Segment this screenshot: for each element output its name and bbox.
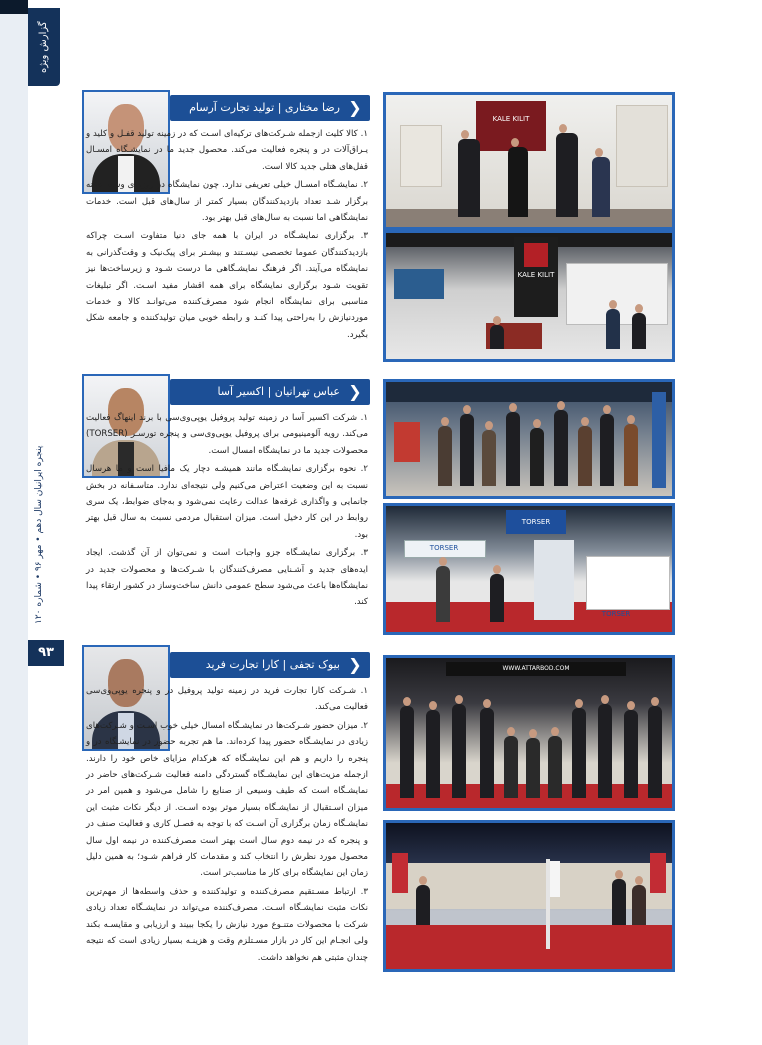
paragraph: ۲. نحوه برگزاری نمایشـگاه مانند همیشـه دچار یک مافیا است و ما هرسال نسبت به این وضعیت اعتراض می‌کنیم ولی نتیجه‌ای ندارد. متاسـفانه در بخش جانمایی و واگذاری غرفه‌ها عدالت رعایت نمی‌شود و به‌جای ضوابط، یک سری روابط در این کار دخیل است. میزان استقبال مردمی نسبت به سال قبل بهتر بود.	[86, 464, 368, 540]
brand-sign: TORSER	[601, 610, 631, 618]
paragraph: ۱. کالا کلیت ازجمله شـرکت‌های ترکیه‌ای اسـت که در زمینه تولید قفـل و کلید و یـراق‌آلات در و پنجره فعالیت می‌کند. محصول جدید ما در نمایشـگاه امسـال قفل‌های هتلی جدید کالا است.	[86, 129, 368, 172]
brand-sign: TORSER	[521, 518, 551, 526]
chevron-icon: ❯	[348, 382, 362, 401]
booth-photo-3b	[383, 820, 675, 972]
brand-sign: TORSER	[429, 544, 459, 552]
brand-sign: KALE KILIT	[492, 115, 530, 123]
magazine-issue-line: پنجره ایرانیان سال دهم • مهر ۹۶ • شماره ۱۲۰	[34, 445, 44, 625]
paragraph: ۳. برگزاری نمایشـگاه جزو واجبات است و نمی‌توان از آن گذشت. ایجاد ایده‌های جدید و آشـنایی مصرف‌کنندگان با شـرکت‌ها و محصولات جدید در نمایشگاه‌ها باعث می‌شود سطح عمومی دانش ساخت‌وساز در کشور ارتقاء پیدا کند.	[86, 548, 368, 608]
paragraph: ۲. نمایشـگاه امسـال خیلی تعریفی ندارد. چون نمایشگاه در روزهای وسط هفته برگزار شـد تعداد بازدیدکنندگان بسیار کمتر از سال‌های قبل است. خدمات نمایشگاهی اما نسبت به سال‌های قبل بهتر بود.	[86, 180, 368, 224]
booth-photo-3a	[383, 655, 675, 811]
profile-text-3	[86, 683, 368, 973]
booth-photo-1b	[383, 230, 675, 362]
name-bar-3	[170, 652, 370, 678]
paragraph: ۳. ارتباط مسـتقیم مصرف‌کننده و تولیدکننده و حذف واسطه‌ها از مهم‌ترین نکات مثبت نمایشـگاه اسـت. مصرف‌کننده می‌تواند در نمایشـگاه تعداد زیادی شرکت با محصولات متنـوع مورد نیازش را یکجا ببیند و ارزیابی و مقایسـه بکند ولی انجـام این کار در بازار مسـتلزم وقت و هزینـه بسیار زیادی است که نتیجه چندان مثبتی هم نخواهد داشت.	[86, 886, 368, 963]
chevron-icon: ❯	[348, 98, 362, 117]
page-number: ۹۳	[28, 640, 64, 666]
profile-text-1	[86, 126, 368, 354]
booth-photo-1a	[383, 92, 675, 230]
booth-photo-2b	[383, 503, 675, 635]
name-line-3: بیوک تجفی | کارا تجارت فرید	[205, 658, 340, 671]
brand-sign: KALE KILIT	[517, 271, 555, 279]
website-sign: WWW.ATTARBOD.COM	[502, 665, 570, 672]
left-margin-strip	[0, 0, 28, 1045]
section-tab: گزارش ویژه	[28, 8, 60, 86]
chevron-icon: ❯	[348, 655, 362, 674]
name-bar-1	[170, 95, 370, 121]
paragraph: ۳. برگزاری نمایشـگاه در ایران با همه جای دنیا متفاوت اسـت چراکه بازدیدکنندگان عموما تخصصی نیسـتند و بیشـتر برای پیک‌نیک و وقت‌گذرانی به نمایشگاه می‌آیند. اگر فرهنگ نمایشـگاهی ما درست شـود و زیرساخت‌ها نیز تقویت شـود برگزاری نمایشگاه برای همه اقشار مفید اسـت. اگر تبلیغات مناسبی برای نمایشگاه انجام شود مصرف‌کننده می‌توانـد کالا و خدمات موردنیازش را به‌راحتی پیدا کنـد و رابطه خوبی میان تولیدکننده و جامعه شکل بگیرد.	[86, 231, 368, 340]
paragraph: ۲. میزان حضور شـرکت‌ها در نمایشـگاه امسال خیلی خوب اسـت و شـرکت‌های زیادی در نمایشـگاه حضور پیدا کرده‌اند. ما هم تجربه حضور در نمایشـگاه در و پنجره را داریم و هم این نمایشـگاه که هرکدام مزایای خاص خود را دارند. ازجمله مزیت‌های این نمایشـگاه گستردگی دامنه فعالیت شـرکت‌های حاضر در نمایشـگاه است که طیف وسیعی از صنایع را شامل می‌شود و همین امر در میزان اسـتقبال از نمایشـگاه بسیار موثر بوده اسـت. از دیگر نکات مثبت این نمایشـگاه زمان برگزاری آن اسـت که با توجه به فصـل کاری و فعالیت صنف در و پنجره که در نیمه دوم سال است بهتر است مصرف‌کننده در نیمه اول سال محصول مورد نظرش را انتخاب کند و مقدمات کار فراهم شـود؛ به همین دلیل زمان این نمایشگاه برای کار ما مناسب‌تر است.	[86, 720, 368, 879]
name-line-1: رضا مختاری | تولید تجارت آرسام	[189, 101, 340, 114]
name-line-2: عباس تهرانیان | اکسیر آسا	[217, 385, 340, 398]
name-bar-2	[170, 379, 370, 405]
profile-text-2	[86, 410, 368, 626]
paragraph: ۱. شرکت اکسیر آسا در زمینه تولید پروفیل یوپی‌وی‌سی با برند اینهاگ فعالیت می‌کند. رویه آلومینیومی برای پروفیل یوپی‌وی‌سی و پنجره تورسـر (TORSER) محصولات جدید ما در نمایشگاه امسال است.	[86, 413, 368, 456]
paragraph: ۱. شـرکت کارا تجارت فرید در زمینه تولید پروفیل در و پنجره یوپی‌وی‌سی فعالیت می‌کند.	[86, 686, 368, 713]
booth-photo-2a	[383, 379, 675, 499]
